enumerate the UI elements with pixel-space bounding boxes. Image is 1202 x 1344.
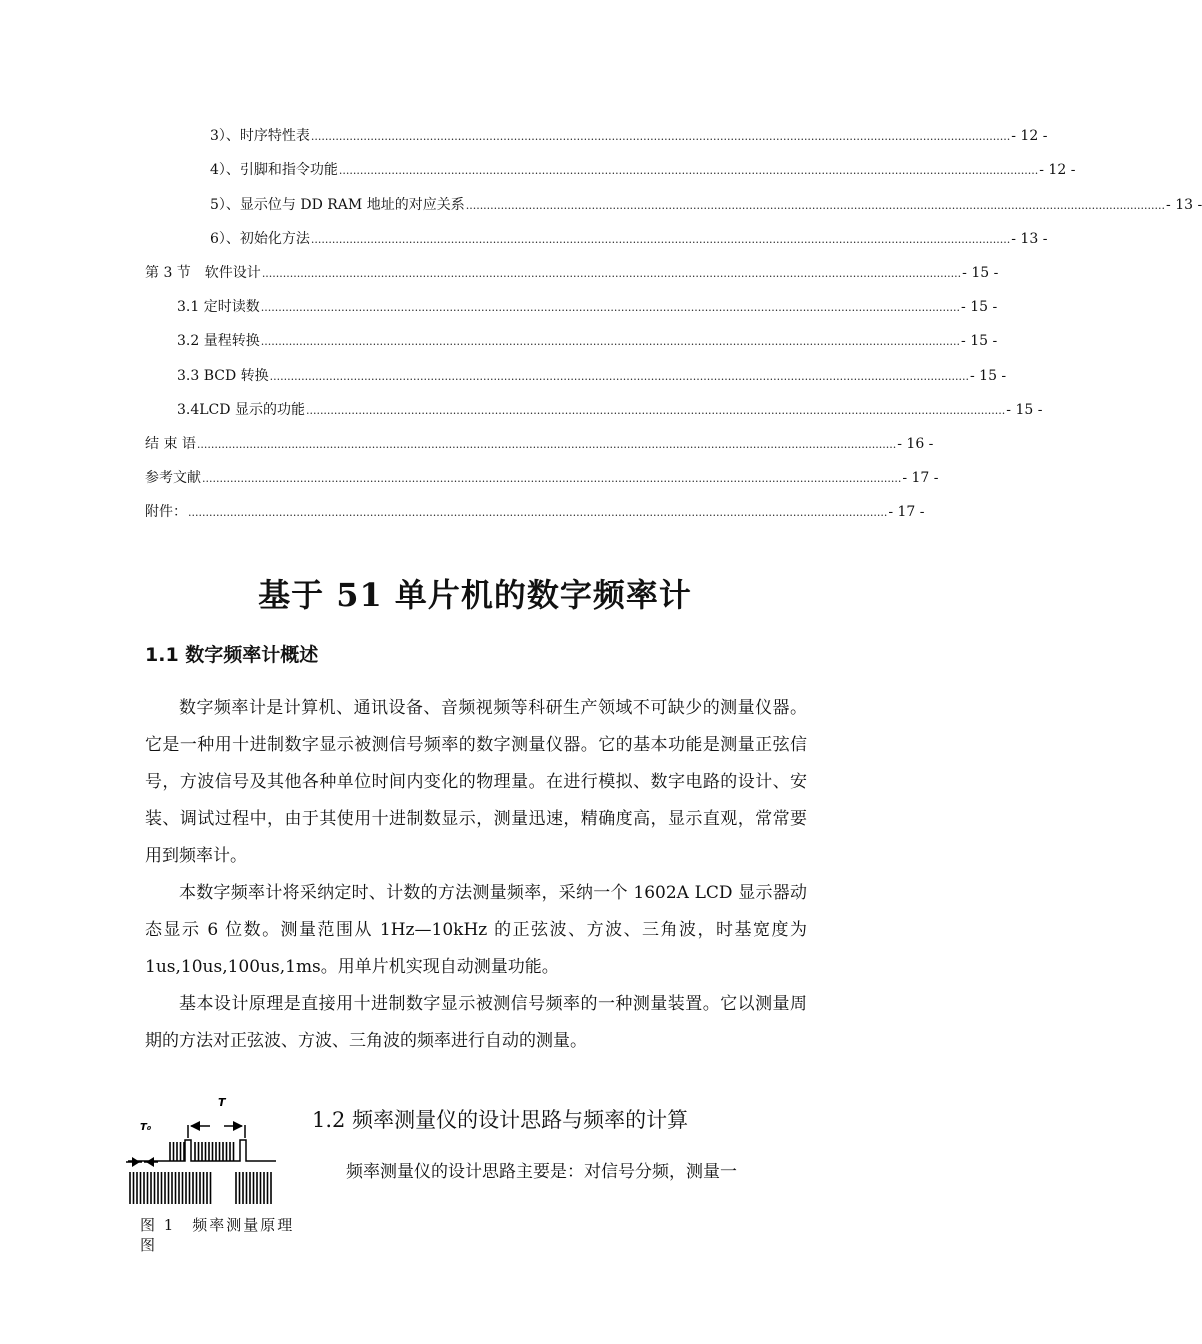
toc-entry[interactable] [145, 264, 999, 283]
section-heading-1-1: 1.1 数字频率计概述 [145, 644, 319, 666]
toc-entry[interactable] [177, 332, 998, 351]
toc-entry[interactable] [145, 435, 934, 454]
toc-leader-dots: ........................................................................................................................................................................................................ [310, 130, 1011, 143]
toc-entry-page: - 15 - [969, 368, 1007, 384]
toc-entry-title: 结 束 语 [145, 436, 196, 452]
toc-leader-dots: ........................................................................................................................................................................................................ [188, 506, 888, 519]
toc-entry[interactable] [210, 230, 1048, 249]
toc-leader-dots: ........................................................................................................................................................................................................ [305, 404, 1006, 417]
toc-entry-page: - 15 - [961, 299, 998, 315]
toc-entry-title: 3.2 量程转换 [177, 333, 260, 349]
toc-entry-title: 3）、时序特性表 [210, 128, 310, 144]
toc-entry[interactable] [210, 127, 1048, 146]
toc-entry-page: - 12 - [1039, 162, 1076, 178]
toc-entry[interactable] [177, 298, 998, 317]
pulse-diagram [118, 1090, 298, 1210]
pulse-train [130, 1142, 271, 1204]
toc-entry[interactable] [210, 196, 1202, 215]
toc-entry-page: - 16 - [897, 436, 934, 452]
toc-entry-page: - 17 - [902, 470, 939, 486]
section-heading-1-2: 1.2 频率测量仪的设计思路与频率的计算 [312, 1108, 689, 1132]
toc-leader-dots: ........................................................................................................................................................................................................ [261, 267, 962, 280]
paragraph: 频率测量仪的设计思路主要是：对信号分频，测量一 [346, 1162, 737, 1182]
toc-entry[interactable] [177, 401, 1043, 420]
toc-entry-title: 3.3 BCD 转换 [177, 368, 269, 384]
document-title: 基于 51 单片机的数字频率计 [258, 576, 692, 614]
section-body [145, 690, 807, 1060]
label-T: T [218, 1096, 226, 1109]
toc-entry-title: 3.1 定时读数 [177, 299, 260, 315]
label-T0: T₀ [140, 1122, 152, 1133]
toc-entry[interactable] [145, 469, 939, 488]
figure-caption: 图 1 频率测量原理图 [140, 1216, 295, 1254]
frequency-measurement-figure [118, 1090, 298, 1210]
toc-entry-page: - 13 - [1011, 231, 1048, 247]
toc-entry-title: 4）、引脚和指令功能 [210, 162, 338, 178]
toc-leader-dots: ........................................................................................................................................................................................................ [269, 370, 969, 383]
toc-entry-page: - 17 - [888, 504, 925, 520]
toc-leader-dots: ........................................................................................................................................................................................................ [310, 233, 1011, 246]
toc-leader-dots: ........................................................................................................................................................................................................ [196, 438, 897, 451]
toc-entry[interactable] [210, 161, 1076, 180]
toc-leader-dots: ........................................................................................................................................................................................................ [260, 335, 961, 348]
toc-leader-dots: ........................................................................................................................................................................................................ [202, 472, 902, 485]
toc-entry-page: - 12 - [1011, 128, 1048, 144]
toc-entry-title: 6）、初始化方法 [210, 231, 310, 247]
toc-entry[interactable] [177, 367, 1007, 386]
toc-entry-page: - 15 - [1006, 402, 1043, 418]
toc-entry-title: 3.4LCD 显示的功能 [177, 402, 305, 418]
toc-leader-dots: ........................................................................................................................................................................................................ [260, 301, 961, 314]
paragraph: 数字频率计是计算机、通讯设备、音频视频等科研生产领域不可缺少的测量仪器。它是一种用十进制数字显示被测信号频率的数字测量仪器。它的基本功能是测量正弦信号，方波信号及其他各种单位时间内变化的物理量。在进行模拟、数字电路的设计、安装、调试过程中，由于其使用十进制数显示，测量迅速，精确度高，显示直观，常常要用到频率计。 [145, 698, 807, 866]
toc-entry-page: - 13 - [1166, 197, 1202, 213]
toc-entry[interactable] [145, 503, 925, 522]
toc-entry-title: 5）、显示位与 DD RAM 地址的对应关系 [210, 197, 465, 213]
toc-entry-page: - 15 - [962, 265, 999, 281]
toc-entry-title: 参考文献 [145, 470, 201, 486]
paragraph: 基本设计原理是直接用十进制数字显示被测信号频率的一种测量装置。它以测量周期的方法对正弦波、方波、三角波的频率进行自动的测量。 [145, 994, 807, 1051]
toc-entry-title: 附件： [145, 504, 187, 520]
toc-entry-page: - 15 - [961, 333, 998, 349]
toc-leader-dots: ........................................................................................................................................................................................................ [338, 164, 1039, 177]
toc-leader-dots: ........................................................................................................................................................................................................ [465, 199, 1166, 212]
paragraph: 本数字频率计将采纳定时、计数的方法测量频率，采纳一个 1602A LCD 显示器动态显示 6 位数。测量范围从 1Hz—10kHz 的正弦波、方波、三角波，时基宽度为 1us,10us,100us,1ms。用单片机实现自动测量功能。 [145, 883, 807, 977]
toc-entry-title: 第 3 节 软件设计 [145, 265, 261, 281]
